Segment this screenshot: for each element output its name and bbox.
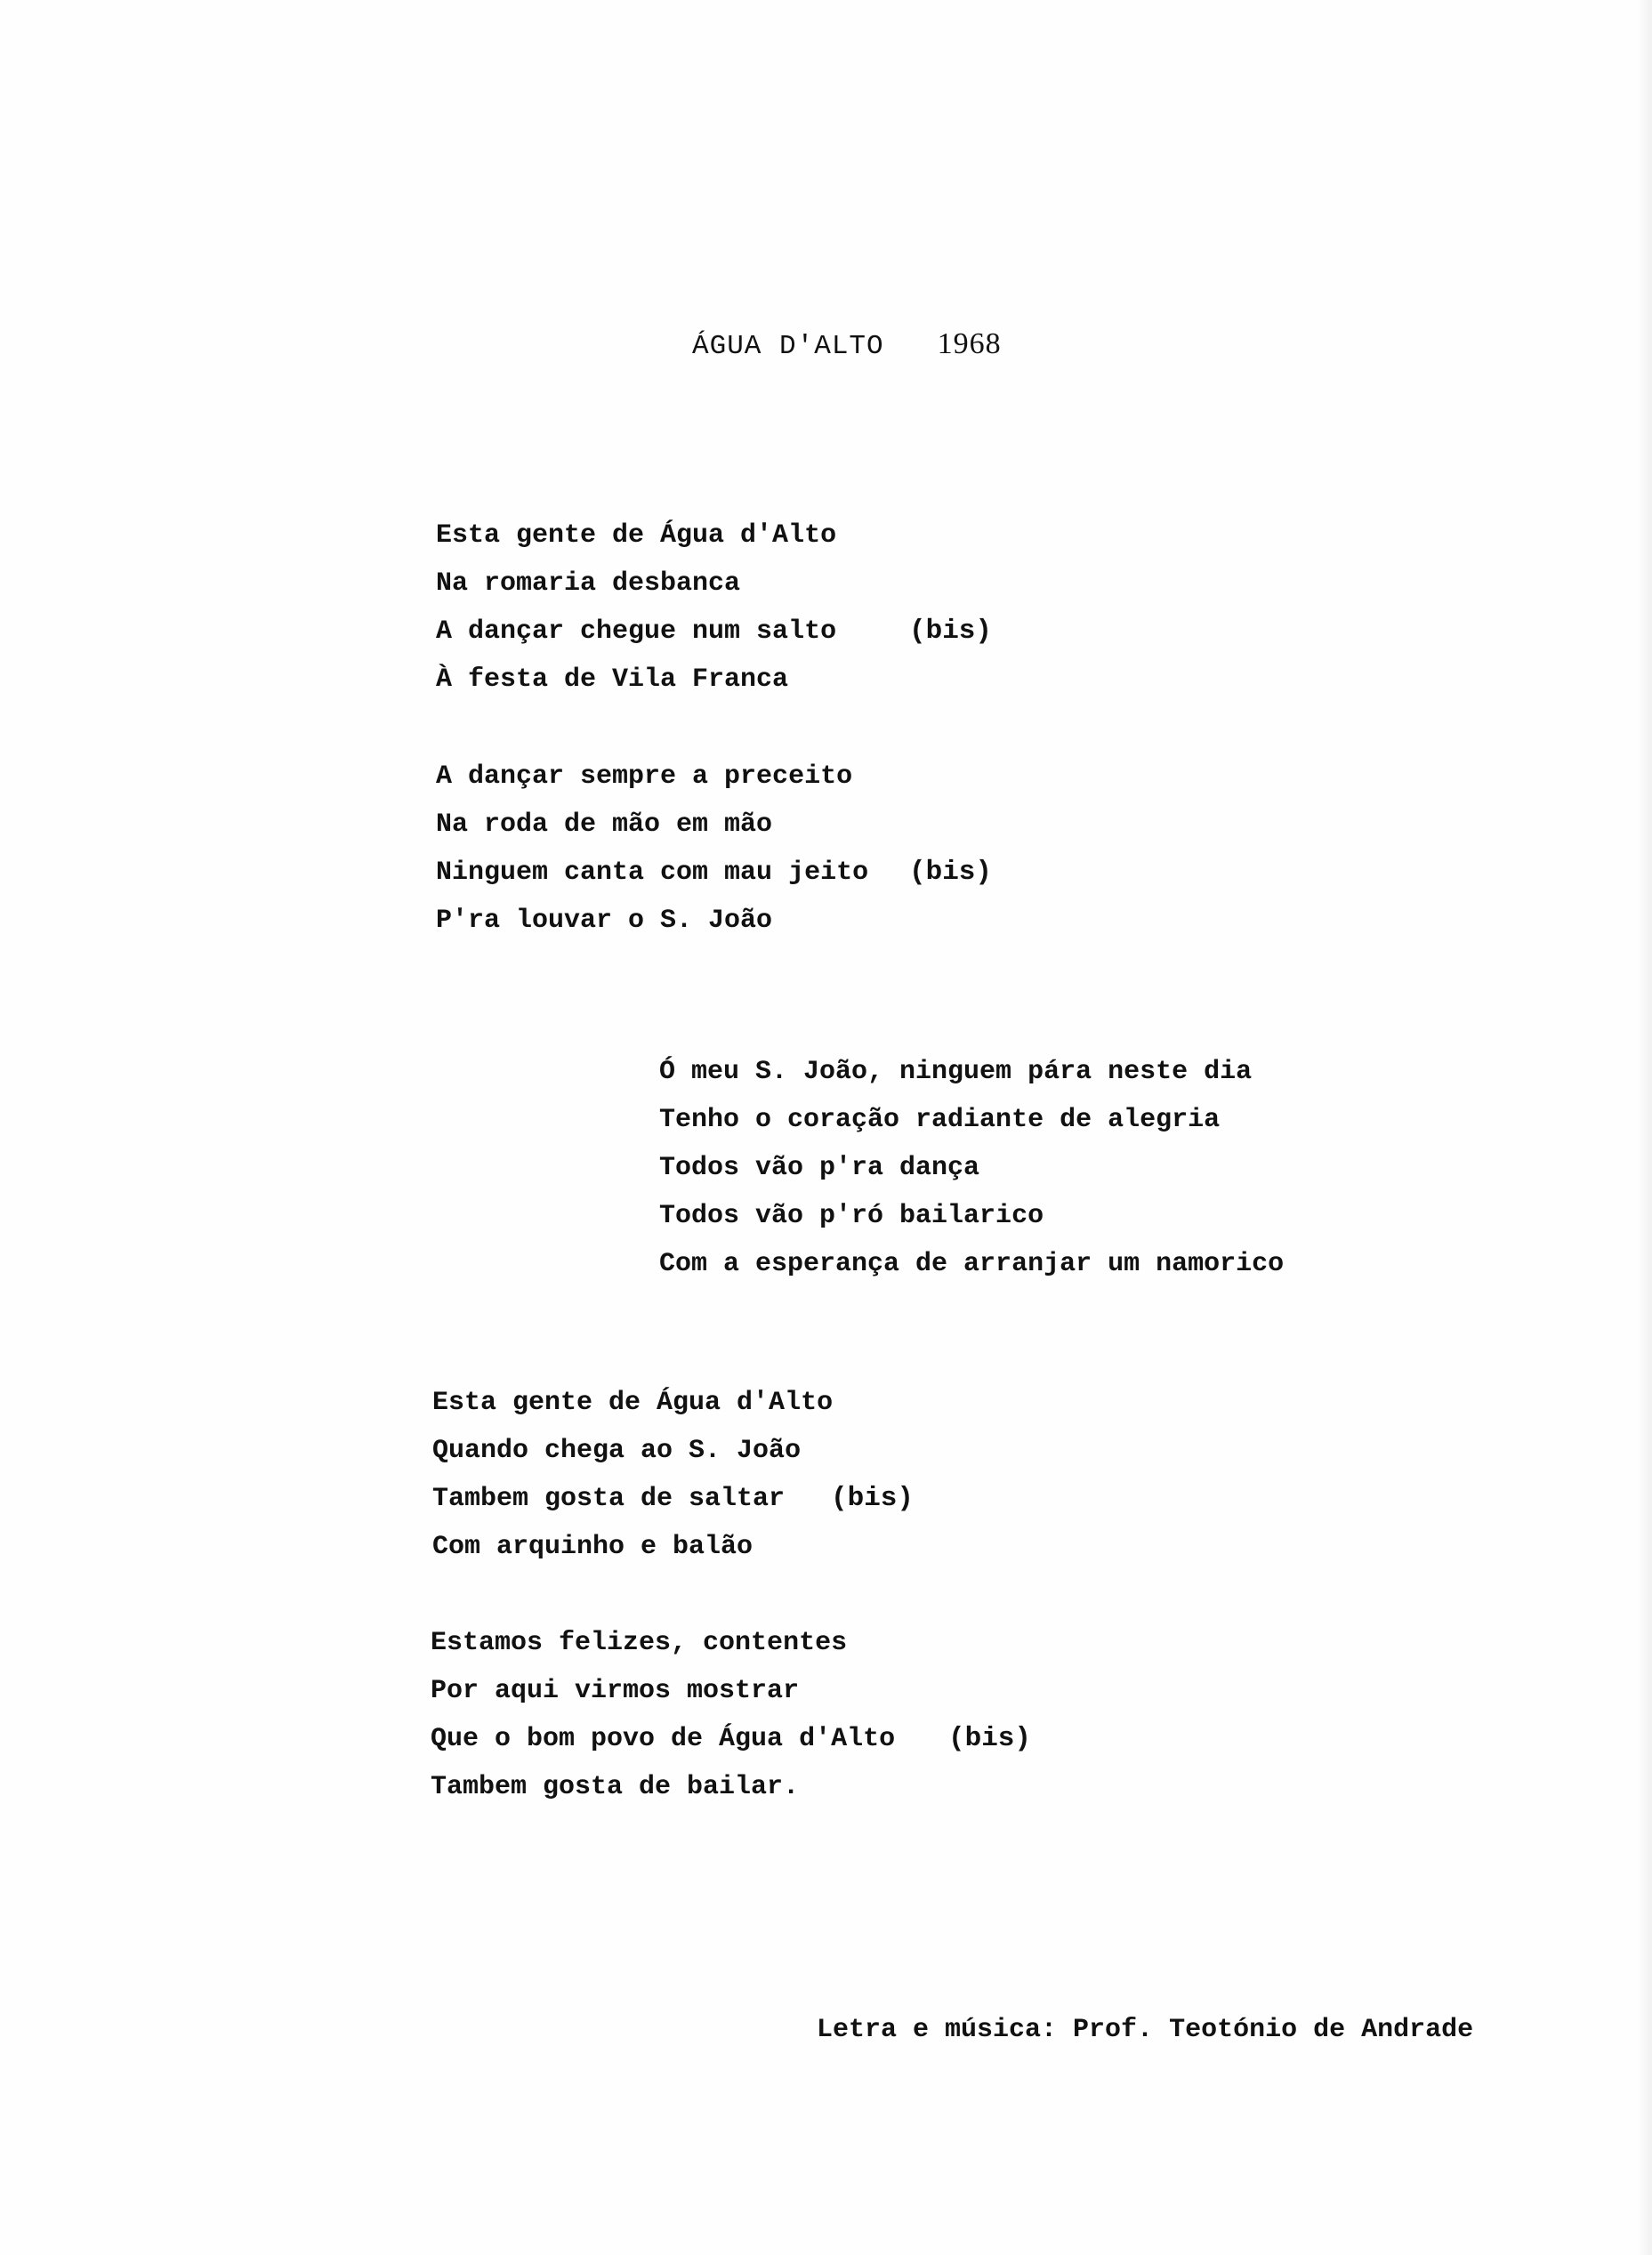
verse-text: A dançar chegue num salto: [436, 616, 837, 647]
verse-text: Estamos felizes, contentes: [431, 1628, 848, 1658]
verse-text: Com a esperança de arranjar um namorico: [659, 1249, 1285, 1279]
song-title: ÁGUA D'ALTO: [692, 331, 884, 362]
verse-line: [431, 1715, 1032, 1763]
bis-marker: (bis): [909, 616, 993, 647]
verse-text: Tenho o coração radiante de alegria: [659, 1105, 1221, 1135]
verse-text: À festa de Vila Franca: [436, 664, 789, 695]
verse-line: [659, 1192, 1284, 1240]
stanza-2: [436, 753, 993, 945]
verse-text: Tambem gosta de saltar: [432, 1484, 786, 1514]
verse-line: [436, 849, 993, 897]
verse-line: [431, 1619, 895, 1667]
verse-line: [436, 511, 836, 560]
verse-line: [436, 608, 993, 656]
verse-line: [436, 801, 868, 849]
verse-line: [432, 1523, 833, 1571]
verse-line: [431, 1667, 895, 1715]
verse-text: Com arquinho e balão: [432, 1532, 753, 1562]
verse-text: Por aqui virmos mostrar: [431, 1676, 800, 1706]
verse-line: [431, 1763, 895, 1811]
verse-text: Na romaria desbanca: [436, 568, 741, 599]
verse-text: Esta gente de Água d'Alto: [436, 520, 837, 551]
verse-text: Ó meu S. João, ninguem pára neste dia: [659, 1057, 1253, 1087]
bis-marker: (bis): [909, 857, 993, 888]
bis-marker: (bis): [948, 1723, 1032, 1754]
verse-line: [659, 1096, 1284, 1144]
verse-line: [436, 897, 868, 945]
verse-line: [432, 1475, 915, 1523]
verse-line: [659, 1048, 1284, 1096]
verse-line: [432, 1379, 833, 1427]
stanza-3-refrain: [659, 1048, 1284, 1288]
verse-text: Ninguem canta com mau jeito: [436, 858, 869, 888]
verse-line: [436, 560, 836, 608]
verse-text: Todos vão p'ró bailarico: [659, 1201, 1044, 1231]
page-edge-shadow: [1636, 0, 1652, 2255]
verse-line: [659, 1240, 1284, 1288]
verse-line: [659, 1144, 1284, 1192]
verse-text: A dançar sempre a preceito: [436, 761, 853, 792]
verse-line: [432, 1427, 833, 1475]
verse-text: Todos vão p'ra dança: [659, 1153, 980, 1183]
verse-line: [436, 753, 868, 801]
verse-text: Quando chega ao S. João: [432, 1436, 802, 1466]
stanza-1: [436, 511, 993, 704]
verse-text: P'ra louvar o S. João: [436, 906, 773, 936]
verse-text: Na roda de mão em mão: [436, 809, 773, 840]
author-credit: Letra e música: Prof. Teotónio de Andrade: [817, 2015, 1474, 2045]
verse-text: Esta gente de Água d'Alto: [432, 1388, 834, 1418]
bis-marker: (bis): [831, 1483, 915, 1514]
song-title-line: [692, 327, 1002, 362]
stanza-4: [432, 1379, 915, 1571]
verse-text: Tambem gosta de bailar.: [431, 1772, 800, 1802]
verse-line: [436, 656, 836, 704]
stanza-5: [431, 1619, 1032, 1811]
verse-text: Que o bom povo de Água d'Alto: [431, 1724, 896, 1754]
song-year: 1968: [937, 327, 1002, 360]
